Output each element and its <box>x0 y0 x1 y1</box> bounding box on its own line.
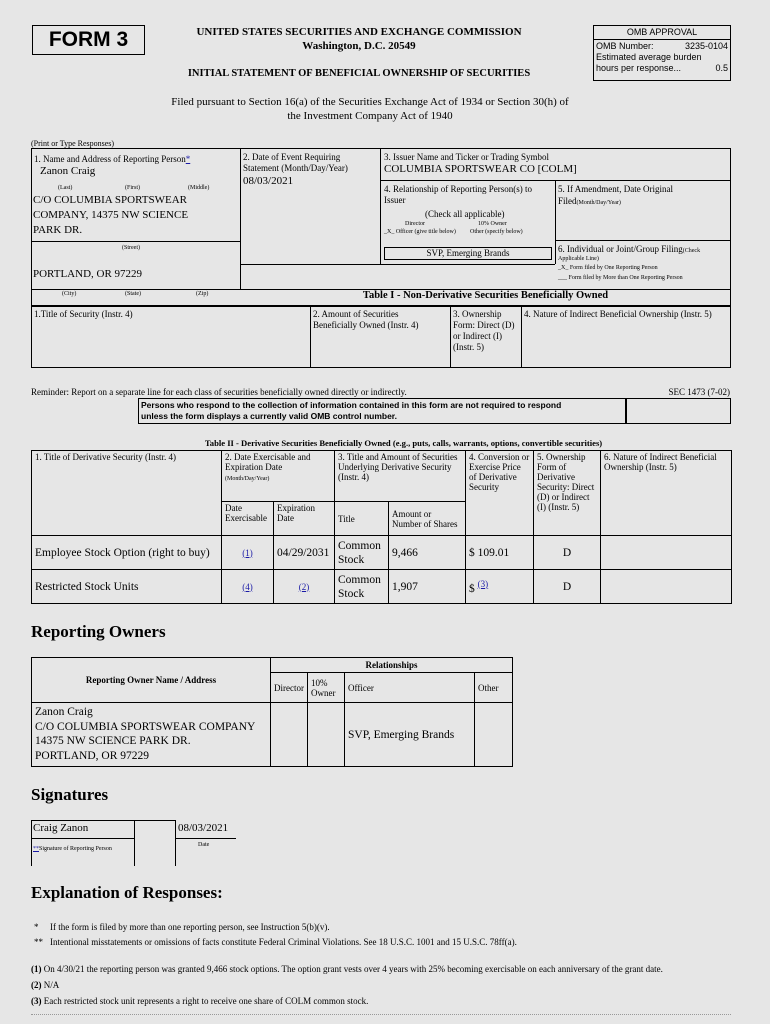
t2-h5: 5. Ownership Form of Derivative Security: Direct (D) or Indirect (I) (Instr. 5) <box>534 451 601 536</box>
box2-label-line2: Statement (Month/Day/Year) <box>243 163 348 173</box>
table-row <box>32 703 513 767</box>
omb-notice-side-box <box>626 398 731 424</box>
ro-director-value <box>271 703 308 767</box>
reporting-owners-table <box>31 657 513 767</box>
t2-row2-price-footnote[interactable]: (3) <box>477 578 489 589</box>
omb-hours-value: 0.5 <box>715 63 728 73</box>
omb-notice: Persons who respond to the collection of information contained in this form are not required to respond unless the form displays a currently valid OMB control number. <box>138 398 626 424</box>
reminder-text: Reminder: Report on a separate line for each class of securities beneficially owned directly or indirectly. <box>31 387 407 397</box>
event-date-value: 08/03/2021 <box>243 175 294 187</box>
signatures-heading: Signatures <box>31 785 109 804</box>
table1-col1: 1.Title of Security (Instr. 4) <box>34 309 133 319</box>
box1-label: 1. Name and Address of Reporting Person* <box>34 154 191 164</box>
t2-row2-price: $ $^{(3)}$ <box>466 570 534 604</box>
t2-row2-title: Restricted Stock Units <box>32 570 222 604</box>
omb-number-label: OMB Number: <box>596 41 654 51</box>
reporting-owners-heading: Reporting Owners <box>31 622 166 641</box>
t2-sub-exp: Expiration Date <box>274 502 335 536</box>
director-option: Director <box>405 221 425 227</box>
table-row <box>32 570 732 604</box>
date-label: Date <box>198 842 210 848</box>
t2-row2-nature <box>601 570 732 604</box>
address-line2: COMPANY, 14375 NW SCIENCE <box>33 209 189 221</box>
upper-form-grid <box>31 148 731 306</box>
ro-relationships: Relationships <box>271 658 513 673</box>
issuer-name-value: COLUMBIA SPORTSWEAR CO [COLM] <box>384 163 577 175</box>
footnote-2: (2) N/A <box>31 980 60 990</box>
filed-pursuant-line1: Filed pursuant to Section 16(a) of the Securities Exchange Act of 1934 or Section 30(h) of <box>171 96 569 108</box>
t2-row2-form: D <box>534 570 601 604</box>
ro-owner-address: Zanon Craig C/O COLUMBIA SPORTSWEAR COMPANY 14375 NW SCIENCE PARK DR. PORTLAND, OR 97229 <box>32 703 271 767</box>
t2-row1-title: Employee Stock Option (right to buy) <box>32 536 222 570</box>
street-label: (Street) <box>122 245 140 251</box>
t2-h3: 3. Title and Amount of Securities Underlying Derivative Security (Instr. 4) <box>335 451 466 502</box>
table2-title: Table II - Derivative Securities Beneficially Owned (e.g., puts, calls, warrants, options, convertible securities) <box>204 438 603 448</box>
table1-col3: 3. Ownership Form: Direct (D) or Indirect (I) (Instr. 5) <box>453 309 515 352</box>
state-label: (State) <box>125 291 141 297</box>
statement-title: INITIAL STATEMENT OF BENEFICIAL OWNERSHIP OF SECURITIES <box>187 68 531 79</box>
t2-h6: 6. Nature of Indirect Beneficial Ownership (Instr. 5) <box>601 451 732 536</box>
footnote-3: (3) Each restricted stock unit represents a right to receive one share of COLM common stock. <box>31 996 369 1006</box>
form-label: FORM 3 <box>32 25 145 55</box>
signature-date: 08/03/2021 <box>178 822 229 834</box>
footnote-1: (1) On 4/30/21 the reporting person was granted 9,466 stock options. The option grant vests over 4 years with 25% becoming exercisable on each anniversary of the grant date. <box>31 964 663 974</box>
table1-col2: 2. Amount of Securities Beneficially Owned (Instr. 4) <box>313 309 419 330</box>
box5-label-line1: 5. If Amendment, Date Original <box>558 184 673 194</box>
box6-option2: ___ Form filed by More than One Reporting Person <box>558 275 683 281</box>
officer-option: _X_ Officer (give title below) <box>384 229 456 235</box>
t2-row2-expiration[interactable]: (2) <box>274 570 335 604</box>
check-all-applicable: (Check all applicable) <box>425 209 505 219</box>
omb-burden-label: Estimated average burden <box>596 52 702 62</box>
sig-footnote-link[interactable]: ** <box>33 846 39 852</box>
t2-row1-sec-title: Common Stock <box>335 536 389 570</box>
t2-sub-title: Title <box>335 502 389 536</box>
city-line: PORTLAND, OR 97229 <box>33 268 143 280</box>
omb-number-value: 3235-0104 <box>684 41 728 51</box>
table1-col4: 4. Nature of Indirect Beneficial Ownership (Instr. 5) <box>524 309 712 319</box>
first-label: (First) <box>125 185 140 191</box>
address-line3: PARK DR. <box>33 224 83 236</box>
ro-col-officer: Officer <box>345 673 475 703</box>
t2-row2-sec-title: Common Stock <box>335 570 389 604</box>
bottom-divider <box>31 1014 731 1015</box>
t2-h1: 1. Title of Derivative Security (Instr. 4) <box>32 451 222 536</box>
footnote-asterisk-link[interactable]: * <box>185 154 191 164</box>
zip-label: (Zip) <box>196 291 209 297</box>
box2-label-line1: 2. Date of Event Requiring <box>243 152 341 162</box>
t2-row1-expiration: 04/29/2031 <box>274 536 335 570</box>
t2-row2-amount: 1,907 <box>389 570 466 604</box>
box5-label-line2: Filed(Month/Day/Year) <box>558 196 621 206</box>
middle-label: (Middle) <box>188 185 210 191</box>
ro-ten-value <box>308 703 345 767</box>
other-option: Other (specify below) <box>470 229 523 235</box>
t2-row1-exercisable[interactable]: (1) <box>222 536 274 570</box>
ro-col-name: Reporting Owner Name / Address <box>32 658 271 703</box>
agency-location: Washington, D.C. 20549 <box>302 40 416 52</box>
explanation-heading: Explanation of Responses: <box>31 883 223 902</box>
box6-option1: _X_ Form filed by One Reporting Person <box>558 265 658 271</box>
reporting-person-name: Zanon Craig <box>40 165 96 177</box>
box6-label: 6. Individual or Joint/Group Filing(Check <box>558 244 701 254</box>
table1-title: Table I - Non-Derivative Securities Beneficially Owned <box>362 290 609 301</box>
box4-label-line2: Issuer <box>384 195 406 205</box>
box4-label-line1: 4. Relationship of Reporting Person(s) to <box>384 184 532 194</box>
box3-label: 3. Issuer Name and Ticker or Trading Symbol <box>384 152 549 162</box>
omb-approval-box <box>593 25 731 81</box>
city-label: (City) <box>62 291 77 297</box>
derivative-table <box>31 450 732 604</box>
signature-name: Craig Zanon <box>33 822 89 834</box>
ro-col-ten: 10% Owner <box>308 673 345 703</box>
last-label: (Last) <box>58 185 73 191</box>
ro-col-other: Other <box>475 673 513 703</box>
table-row <box>32 536 732 570</box>
t2-h2: 2. Date Exercisable and Expiration Date (Month/Day/Year) <box>222 451 335 502</box>
t2-row2-exercisable[interactable]: (4) <box>222 570 274 604</box>
signature-label: **Signature of Reporting Person <box>33 846 112 852</box>
omb-title: OMB APPROVAL <box>594 26 730 40</box>
ro-other-value <box>475 703 513 767</box>
t2-row1-form: D <box>534 536 601 570</box>
filed-pursuant-line2: the Investment Company Act of 1940 <box>287 110 453 122</box>
sec-form-number: SEC 1473 (7-02) <box>668 387 730 397</box>
ten-pct-option: 10% Owner <box>478 221 507 227</box>
note-asterisk: * If the form is filed by more than one reporting person, see Instruction 5(b)(v). <box>34 922 330 932</box>
agency-name: UNITED STATES SECURITIES AND EXCHANGE COMMISSION <box>196 26 522 38</box>
t2-sub-amount: Amount or Number of Shares <box>389 502 466 536</box>
note-double-asterisk: ** Intentional misstatements or omissions of facts constitute Federal Criminal Violations. See 18 U.S.C. 1001 and 15 U.S.C. 78ff(a). <box>34 937 517 947</box>
omb-hours-label: hours per response... <box>596 63 682 73</box>
t2-row1-price: $ 109.01 <box>466 536 534 570</box>
t2-row1-nature <box>601 536 732 570</box>
ro-col-director: Director <box>271 673 308 703</box>
print-note: (Print or Type Responses) <box>31 139 115 148</box>
t2-sub-date-ex: Date Exercisable <box>222 502 274 536</box>
t2-h4: 4. Conversion or Exercise Price of Derivative Security <box>466 451 534 536</box>
ro-officer-value: SVP, Emerging Brands <box>345 703 475 767</box>
box6-applicable: Applicable Line) <box>558 256 599 262</box>
address-line1: C/O COLUMBIA SPORTSWEAR <box>33 194 187 206</box>
officer-title-value: SVP, Emerging Brands <box>384 247 552 260</box>
t2-row1-amount: 9,466 <box>389 536 466 570</box>
